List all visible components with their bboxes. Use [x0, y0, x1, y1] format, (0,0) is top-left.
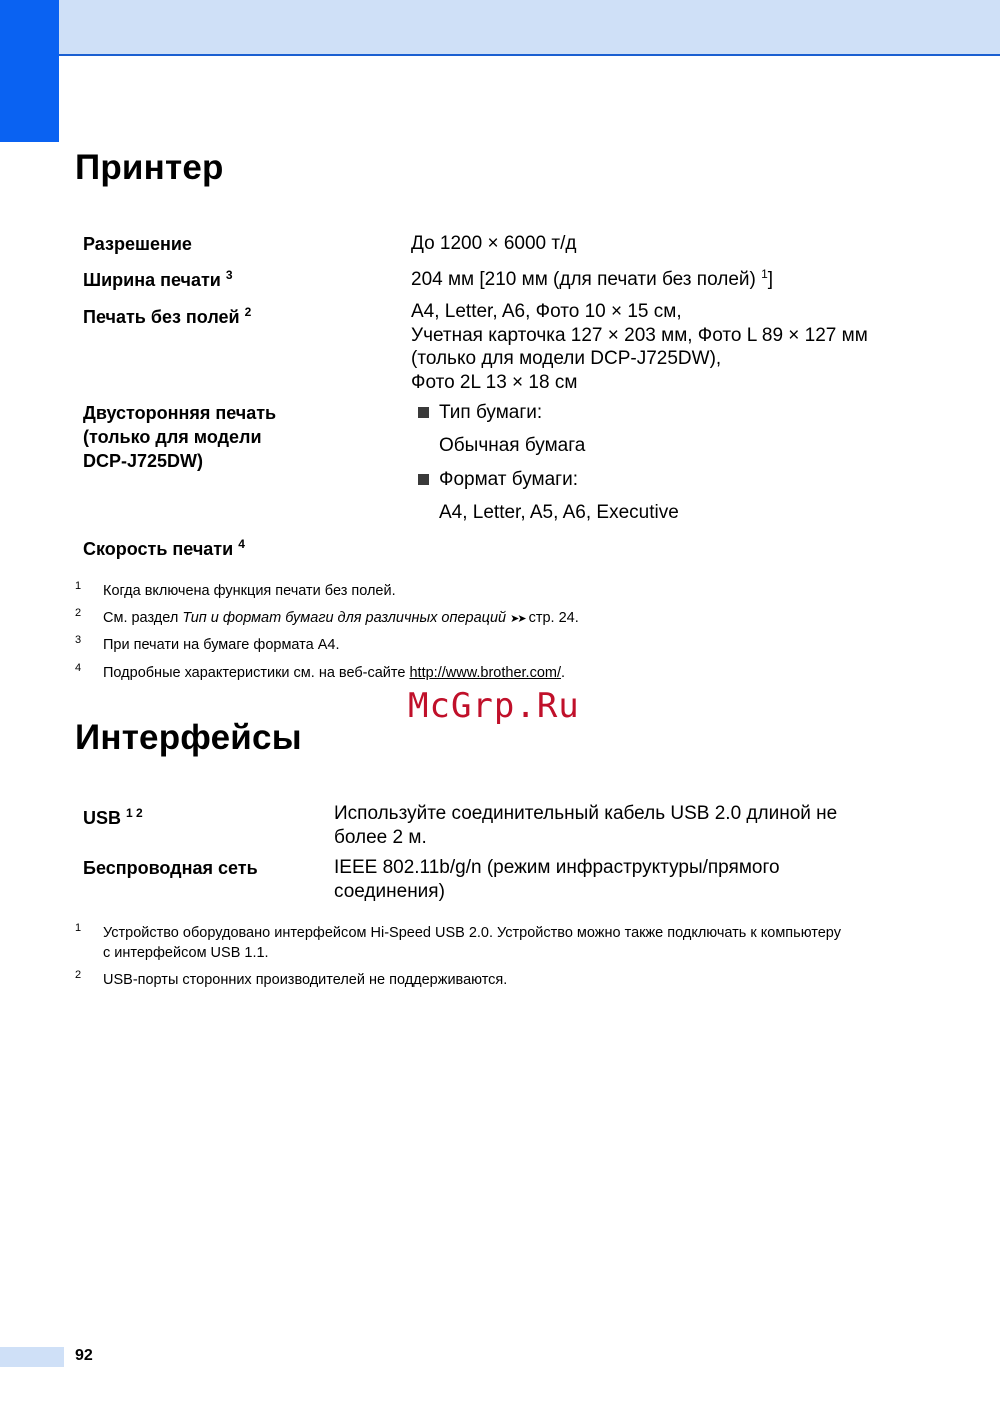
print-width-label: Ширина печати $^3$ — [83, 268, 233, 290]
resolution-value: До 1200 × 6000 т/д — [411, 233, 577, 254]
usb-label: USB $^{1 2}$ — [83, 806, 143, 828]
footnote-number: 1 — [75, 922, 82, 934]
footnote-text: См. раздел Тип и формат бумаги для различных операций ➤➤ стр. 24. — [103, 610, 579, 626]
double-arrow-icon: ➤➤ — [510, 613, 525, 625]
bullet-icon — [418, 407, 429, 418]
duplex-paper-size-value: A4, Letter, A5, A6, Executive — [439, 502, 679, 523]
print-width-value: 204 мм [210 мм (для печати без полей) $^1$] — [411, 267, 774, 290]
footnote-ref: 4 — [238, 537, 245, 551]
duplex-paper-size-label: Формат бумаги: — [439, 469, 578, 490]
footer-band — [0, 1347, 64, 1367]
section-title-printer: Принтер — [75, 148, 224, 187]
footnote-number: 2 — [75, 607, 82, 619]
footnote-text: USB-порты сторонних производителей не поддерживаются. — [103, 972, 508, 988]
header-band — [0, 0, 1000, 56]
usb-value: Используйте соединительный кабель USB 2.0 длиной не более 2 м. — [334, 803, 838, 848]
section-title-interfaces: Интерфейсы — [75, 718, 302, 757]
speed-label: Скорость печати $^4$ — [83, 537, 245, 559]
watermark: McGrp.Ru — [408, 686, 580, 726]
chapter-tab — [0, 0, 59, 142]
resolution-label: Разрешение — [83, 234, 192, 254]
wireless-label: Беспроводная сеть — [83, 858, 258, 878]
footnote-number: 1 — [75, 580, 82, 592]
borderless-value: A4, Letter, A6, Фото 10 × 15 см, Учетная карточка 127 × 203 мм, Фото L 89 × 127 мм (только для модели DCP-J725DW), Фото 2L 13 × 18 см — [411, 301, 868, 393]
footnote-ref: 1 — [761, 267, 768, 281]
footnote-ref: 2 — [244, 305, 252, 319]
brother-website-link[interactable]: http://www.brother.com/ — [409, 665, 561, 681]
footnote-number: 2 — [75, 969, 82, 981]
wireless-value: IEEE 802.11b/g/n (режим инфраструктуры/прямого соединения) — [334, 857, 780, 902]
footnote-text: Подробные характеристики см. на веб-сайте http://www.brother.com/. — [103, 665, 566, 681]
footnote-text: При печати на бумаге формата A4. — [103, 637, 340, 653]
footnote-text: Устройство оборудовано интерфейсом Hi-Speed USB 2.0. Устройство можно также подключать к компьютеру с интерфейсом USB 1.1. — [103, 925, 841, 961]
duplex-label: Двусторонняя печать (только для модели DCP-J725DW) — [83, 403, 277, 471]
duplex-paper-type-label: Тип бумаги: — [439, 402, 543, 423]
footnote-ref: 3 — [225, 268, 233, 282]
duplex-paper-type-value: Обычная бумага — [439, 435, 586, 456]
footnote-text: Когда включена функция печати без полей. — [103, 583, 396, 599]
bullet-icon — [418, 474, 429, 485]
page-number: 92 — [75, 1347, 93, 1364]
footnote-number: 3 — [75, 634, 82, 646]
borderless-label: Печать без полей $^2$ — [83, 305, 252, 327]
footnote-number: 4 — [75, 662, 82, 674]
footnote-ref: 1 2 — [126, 806, 143, 820]
